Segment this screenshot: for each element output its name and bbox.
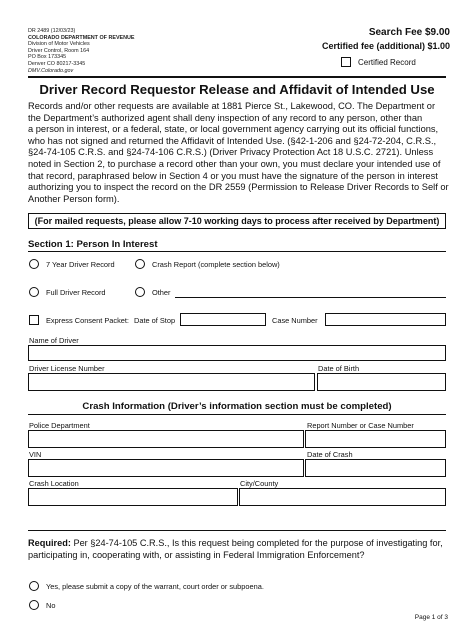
section1-divider — [28, 251, 446, 252]
immigration-question — [28, 538, 458, 561]
certified-record-checkbox[interactable] — [341, 57, 351, 67]
immigration-question-line1 — [28, 538, 458, 550]
certified-fee: Certified fee (additional) $1.00 — [321, 41, 450, 51]
intro-paragraph — [28, 101, 458, 205]
immigration-no-label: No — [46, 601, 56, 610]
date-of-birth-input[interactable] — [317, 373, 446, 391]
department-name: COLORADO DEPARTMENT OF REVENUE — [28, 34, 135, 41]
seven-year-record-radio[interactable] — [29, 259, 39, 269]
section1-title: Section 1: Person In Interest — [28, 239, 158, 250]
intro-line: Records and/or other requests are available at 1881 Pierce St., Lakewood, CO. The Department or — [28, 101, 436, 111]
date-of-stop-input[interactable] — [180, 313, 266, 326]
report-number-label: Report Number or Case Number — [307, 421, 414, 430]
seven-year-record-label: 7 Year Driver Record — [46, 260, 115, 269]
express-consent-label: Express Consent Packet: — [46, 316, 129, 325]
intro-line: §24-74-105 C.R.S. and §24-74-106 C.R.S.) (Driver Privacy Protection Act 18 U.S.C. 2721). Unless — [28, 147, 434, 158]
vin-label: VIN — [29, 450, 42, 459]
required-divider — [28, 530, 446, 531]
crash-info-title: Crash Information (Driver’s information section must be completed) — [82, 401, 392, 412]
crash-report-label: Crash Report (complete section below) — [152, 260, 280, 269]
intro-line: who has not signed and returned the Affidavit of Intended Use. (§42-1-206 and §24-72-204, C.R.S., — [28, 135, 437, 146]
intro-line: the Department’s authorized agent shall deny inspection of any record to any person, other than — [28, 112, 423, 123]
police-department-label: Police Department — [29, 421, 90, 430]
city-county-input[interactable] — [239, 488, 446, 506]
certified-record-label: Certified Record — [358, 58, 416, 67]
city-county-label: City/County — [240, 479, 279, 488]
required-text-1: Per §24-74-105 C.R.S., Is this request being completed for the purpose of investigating for, — [70, 538, 443, 548]
other-line — [175, 297, 446, 298]
crash-report-radio[interactable] — [135, 259, 145, 269]
vin-input[interactable] — [28, 459, 304, 477]
header-divider — [28, 76, 446, 78]
website: DMV.Colorado.gov — [28, 67, 74, 74]
license-number-label: Driver License Number — [29, 364, 105, 373]
date-of-stop-label: Date of Stop — [134, 316, 176, 325]
division-name: Division of Motor Vehicles — [28, 41, 90, 48]
express-consent-checkbox[interactable] — [29, 315, 39, 325]
intro-line: Another Person form). — [28, 193, 120, 204]
full-driver-record-radio[interactable] — [29, 287, 39, 297]
section-room: Driver Control, Room 164 — [28, 47, 90, 54]
name-of-driver-label: Name of Driver — [29, 336, 79, 345]
date-of-birth-label: Date of Birth — [318, 364, 360, 373]
date-of-crash-input[interactable] — [305, 459, 446, 477]
immigration-yes-radio[interactable] — [29, 581, 39, 591]
report-number-input[interactable] — [305, 430, 446, 448]
crash-location-label: Crash Location — [29, 479, 79, 488]
intro-line: that record, paraphrased below in Section 4 or you must have the signature of the person in interest — [28, 170, 438, 181]
full-driver-record-label: Full Driver Record — [46, 288, 106, 297]
case-number-label: Case Number — [272, 316, 318, 325]
name-of-driver-input[interactable] — [28, 345, 446, 361]
city-zip: Denver CO 80217-3345 — [28, 60, 86, 67]
other-radio[interactable] — [135, 287, 145, 297]
department-address-block — [28, 28, 135, 74]
immigration-yes-label: Yes, please submit a copy of the warrant, court order or subpoena. — [46, 582, 264, 591]
required-text-2: participating in, cooperating with, or assisting in Federal Immigration Enforcement? — [28, 549, 365, 560]
mail-notice: (For mailed requests, please allow 7-10 working days to process after received by Department) — [34, 216, 440, 226]
crash-location-input[interactable] — [28, 488, 238, 506]
intro-line: a person in interest, or a federal, state, or local government agency carrying out its official functions, — [28, 124, 439, 135]
mail-notice-box — [28, 213, 446, 229]
po-box: PO Box 173345 — [28, 54, 67, 61]
form-id: DR 2489 (12/03/23) — [28, 28, 76, 34]
required-lead: Required: — [28, 538, 71, 548]
intro-line: noted in Section 2, to purchase a record other than your own, you must declare your intended use of — [28, 158, 441, 169]
date-of-crash-label: Date of Crash — [307, 450, 353, 459]
other-label: Other — [152, 288, 171, 297]
page-number: Page 1 of 3 — [414, 614, 448, 621]
intro-line: authorizing you to inspect the record on the DR 2559 (Permission to Release Driver Records to Self or — [28, 182, 449, 193]
immigration-no-radio[interactable] — [29, 600, 39, 610]
police-department-input[interactable] — [28, 430, 304, 448]
page-title: Driver Record Requestor Release and Affidavit of Intended Use — [39, 82, 435, 97]
search-fee: Search Fee $9.00 — [368, 27, 450, 38]
license-number-input[interactable] — [28, 373, 315, 391]
case-number-input[interactable] — [325, 313, 446, 326]
crash-divider — [28, 414, 446, 415]
